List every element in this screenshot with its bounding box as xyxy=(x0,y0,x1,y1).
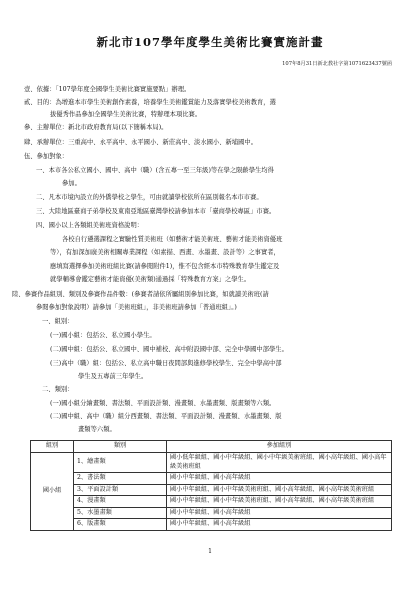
participants-item-1: 一、本市各公私立國小、國中、高中（職）(含五專一至三年級)等在學之限齡學生均得 xyxy=(36,167,274,174)
categories-heading: 二、類別： xyxy=(42,386,74,393)
groups-heading: 一、組別： xyxy=(42,318,74,325)
participants-item-2: 二、凡本市境內設立的外僑學校之學生，可由就讀學校依所在區別報名本市市賽。 xyxy=(36,194,263,201)
objects-cell: 國小中年級組、國小高年級組 xyxy=(167,507,392,519)
document-number: 107年8月31日新北教社字第1071623437號函 xyxy=(282,61,392,67)
table-row xyxy=(31,473,392,485)
category-cell: 6、版畫類 xyxy=(74,519,167,531)
categories-secondary: (二)國中組、高中（職）組分西畫類、書法類、平面設計類、漫畫類、水墨畫類、版 xyxy=(50,413,282,420)
group-junior-high: (二)國中組：包括公、私立國中、國中補校、高中附設國中部、完全中學國中部學生。 xyxy=(50,346,288,353)
section-basis: 壹、依據：「107學年度全國學生美術比賽實施要點」辦理。 xyxy=(24,86,191,93)
group-elementary: (一)國小組：包括公、私立國小學生。 xyxy=(50,332,156,339)
categories-table xyxy=(30,440,392,531)
group-senior-high: (三)高中（職）組：包括公、私立高中職日夜間部與進修學校學生、完全中學高中部 xyxy=(50,360,282,367)
table-row xyxy=(31,507,392,519)
objects-cell: 國小中年級組、國小高年級組 xyxy=(167,473,392,485)
table-row xyxy=(31,453,392,473)
category-cell: 4、漫畫類 xyxy=(74,496,167,508)
art-class-desc-4: 就學輔導會鑑定藝術才能資優(美術類)通過採「特殊教育方案」之學生。 xyxy=(50,276,251,283)
section-entries: 陸、參賽作品組別、類別及參賽作品件數：(參賽者請依所屬組別參加比賽，如就讀美術班(請 xyxy=(12,291,269,298)
group-cell: 國小組 xyxy=(31,453,74,531)
table-row xyxy=(31,496,392,508)
document-title: 新北市107學年度學生美術比賽實施計畫 xyxy=(96,35,324,49)
page-number: 1 xyxy=(208,548,212,555)
section-undertaker: 肆、承辦單位：三重高中、永平高中、永平國小、新莊高中、淡水國小、新埔國中。 xyxy=(24,139,257,146)
art-class-desc-1: 各校自行遴選課程之實驗性質美術班（如藝術才能美術班、藝術才能美術資優班 xyxy=(62,236,283,243)
art-class-desc-3: 應填寫選擇參加美術班組比賽(請參閱附件1)，惟不包含經本市特殊教育學生鑑定及 xyxy=(50,263,280,270)
table-header-row xyxy=(31,441,392,453)
category-cell: 1、繪畫類 xyxy=(74,453,167,473)
header-group: 組別 xyxy=(31,441,74,453)
category-cell: 5、水墨畫類 xyxy=(74,507,167,519)
section-purpose-cont: 拔優秀作品參加全國學生美術比賽，特辦理本項比賽。 xyxy=(50,111,202,118)
objects-cell: 國小中年級組、國小中年級美術班組、國小高年級組、國小高年級美術班組 xyxy=(167,496,392,508)
group-senior-high-cont: 學生及五專前三年學生。 xyxy=(78,373,148,380)
header-objects: 參加組別 xyxy=(167,441,392,453)
section-organizer: 參、主辦單位：新北市政府教育局(以下簡稱本局)。 xyxy=(24,124,168,131)
section-participants: 伍、參加對象： xyxy=(24,153,69,160)
section-purpose: 貳、目的：為增進本市學生美術創作素養，培養學生美術鑑賞能力及落實學校美術教育，選 xyxy=(24,99,276,106)
categories-elementary: (一)國小組分繪畫類、書法類、平面設計類、漫畫類、水墨畫類、版畫類等六類。 xyxy=(50,400,276,407)
participants-item-3: 三、大陸地區臺商子弟學校及東南亞地區臺灣學校請參加本市「臺商學校專區」市賽。 xyxy=(36,208,276,215)
art-class-desc-2: 等），有加深加廣美術相關專業課程（如素描、西畫、水墨畫、設計等）之事實者， xyxy=(50,249,280,256)
table-row xyxy=(31,484,392,496)
header-category: 類別 xyxy=(74,441,167,453)
section-entries-cont: 參閱參加對象說明）請參加「美術班組」，非美術班請參加「普通班組」。) xyxy=(36,304,237,311)
category-cell: 2、書法類 xyxy=(74,473,167,485)
categories-secondary-cont: 畫類等六類。 xyxy=(78,426,116,433)
participants-item-1-cont: 參加。 xyxy=(62,180,81,187)
table-row xyxy=(31,519,392,531)
objects-cell: 國小低年級組、國小中年級組、國小中年級美術班組、國小高年級組、國小高年級美術班組 xyxy=(167,453,392,473)
participants-item-4: 四、國小以上各類組美術班資格說明： xyxy=(36,222,144,229)
objects-cell: 國小中年級組、國小高年級組 xyxy=(167,519,392,531)
objects-cell: 國小中年級組、國小中年級美術班組、國小高年級組、國小高年級美術班組 xyxy=(167,484,392,496)
category-cell: 3、平面設計類 xyxy=(74,484,167,496)
